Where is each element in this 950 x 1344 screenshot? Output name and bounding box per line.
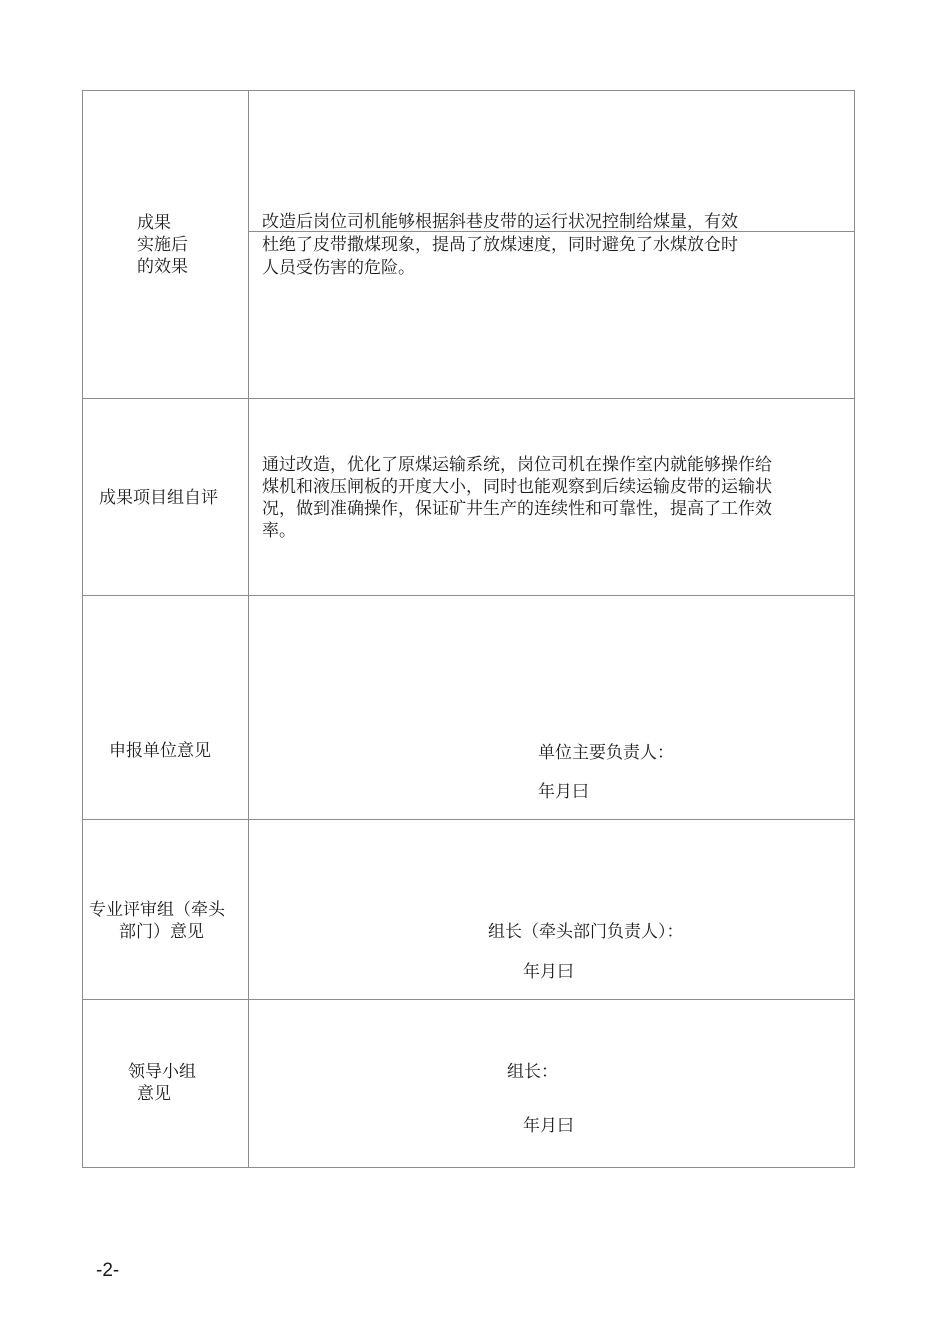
effect-label-line-1: 成果 bbox=[137, 213, 171, 233]
column-divider bbox=[248, 90, 249, 1168]
leader-opinion-signer: 组长： bbox=[507, 1062, 558, 1082]
leader-opinion-date: 年月曰 bbox=[523, 1116, 574, 1136]
effect-label-line-3: 的效果 bbox=[137, 257, 188, 277]
expert-opinion-date: 年月曰 bbox=[523, 962, 574, 982]
effect-content-line-3: 人员受伤害的危险。 bbox=[262, 258, 415, 278]
table-border-right bbox=[854, 90, 855, 1168]
self-eval-label: 成果项目组自评 bbox=[99, 488, 218, 508]
self-eval-content-line-2: 煤机和液压闸板的开度大小，同时也能观察到后续运输皮带的运输状 bbox=[262, 477, 772, 497]
effect-content-line-2: 杜绝了皮带撒煤现象，提咼了放煤速度，同时避免了水煤放仓时 bbox=[262, 235, 738, 255]
table-border-top bbox=[82, 90, 855, 91]
self-eval-content-line-3: 况，做到准确操作，保证矿井生产的连续性和可靠性，提高了工作效 bbox=[262, 499, 772, 519]
row-divider-4 bbox=[82, 999, 855, 1000]
expert-opinion-label-line-2: 部门）意见 bbox=[119, 922, 204, 942]
self-eval-content-line-4: 率。 bbox=[262, 521, 296, 541]
page-number: -2- bbox=[96, 1260, 120, 1281]
unit-opinion-date: 年月曰 bbox=[538, 782, 589, 802]
row-divider-1 bbox=[82, 398, 855, 399]
table-border-bottom bbox=[82, 1167, 855, 1168]
row-divider-2 bbox=[82, 595, 855, 596]
effect-content-line-1: 改造后岗位司机能够根据斜巷皮带的运行状况控制给煤量，有效 bbox=[262, 212, 738, 232]
unit-opinion-label: 申报单位意见 bbox=[109, 741, 211, 761]
leader-opinion-label-line-1: 领导小组 bbox=[128, 1062, 196, 1082]
expert-opinion-label-line-1: 专业评审组（牵头 bbox=[89, 900, 225, 920]
self-eval-content-line-1: 通过改造，优化了原煤运输系统，岗位司机在操作室内就能够操作给 bbox=[262, 455, 772, 475]
expert-opinion-signer: 组长（牵头部门负责人）： bbox=[488, 922, 684, 942]
effect-label-line-2: 实施后 bbox=[137, 235, 188, 255]
unit-opinion-signer: 单位主要负责人： bbox=[538, 743, 674, 763]
leader-opinion-label-line-2: 意见 bbox=[137, 1084, 171, 1104]
table-border-left bbox=[82, 90, 83, 1168]
row-divider-3 bbox=[82, 819, 855, 820]
